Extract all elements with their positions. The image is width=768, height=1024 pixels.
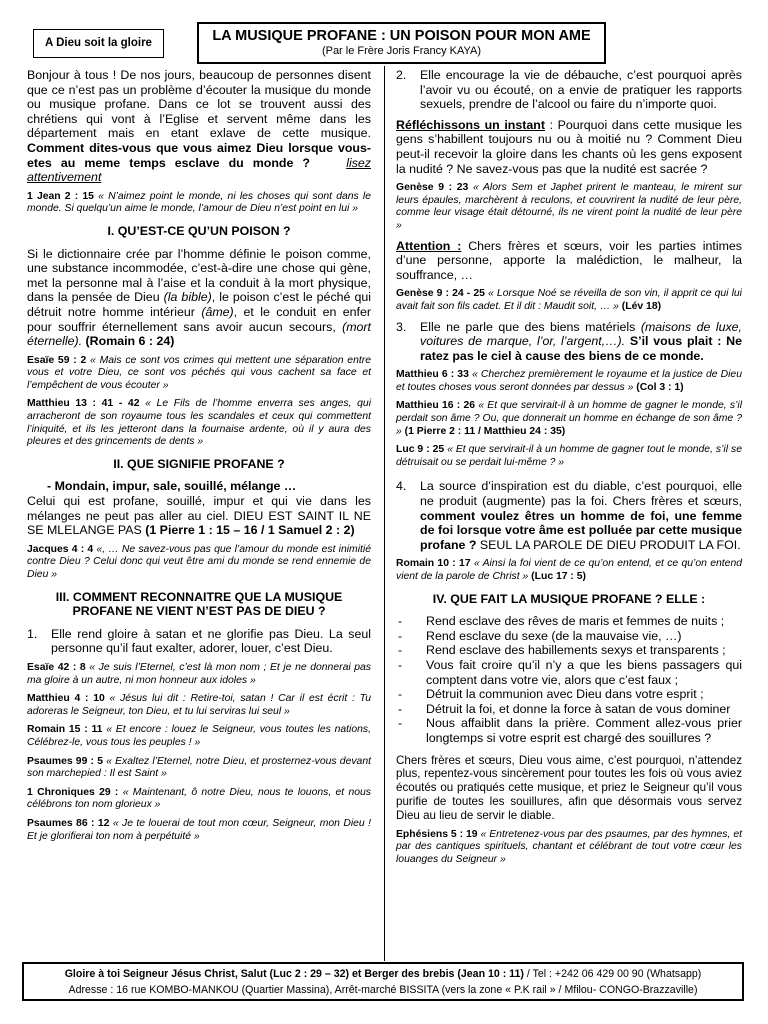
column-divider [384, 66, 385, 961]
verse-ref: 1 Chroniques 29 : [27, 786, 119, 798]
verse-text: « Le Fils de l’homme enverra ses anges, qui arracheront de son royaume tous les scandales et ceux qui commettent l’iniquité, et ils les jetteront dans la fournaise ardente, où il y aura des pleures et des grincements de dents » [27, 398, 372, 448]
verse-ref: 1 Jean 2 : 15 [27, 190, 94, 202]
point-text-end: SEUL LA PAROLE DE DIEU PRODUIT LA FOI. [476, 537, 741, 552]
point-text-bold: comment voulez êtres un homme de foi, une femme de foi lorsque votre âme est polluée par cette musique profane ? [420, 508, 742, 552]
attention-text: Chers frères et sœurs, voir les parties intimes d’une personne, apporte la malédiction, le malheur, la souffrance, … [396, 238, 742, 282]
reflection-label: Réfléchissons un instant [396, 117, 545, 132]
s1-text-5: , et le conduit en enfer pour souffrir éternellement sans avoir aucun secours, [27, 304, 371, 334]
verse-matthieu4 [27, 693, 371, 718]
section-2-paragraph [27, 494, 371, 538]
verse-ref: Psaumes 86 : 12 [27, 817, 110, 829]
point-text-bold: S’il vous plait : Ne ratez pas le ciel à cause des biens de ce monde. [420, 334, 742, 363]
verse-text: « Je te louerai de tout mon cœur, Seigneur, mon Dieu ! Et je glorifierai ton nom à perpétuité » [27, 817, 371, 842]
verse-romain10 [396, 558, 742, 583]
attention-paragraph [396, 239, 742, 283]
verse-matthieu16 [396, 400, 742, 438]
verse-ref: Genèse 9 : 24 - 25 [396, 288, 485, 300]
footer-blessing: Gloire à toi Seigneur Jésus Christ, Salut (Luc 2 : 29 – 32) et Berger des brebis (Jean 10 : 11) [64, 968, 524, 980]
point-text: Elle rend gloire à satan et ne glorifie pas Dieu. La seul personne qu’il faut exalter, adorer, louer, c’est Dieu. [51, 626, 371, 656]
point-2 [396, 68, 742, 112]
verse-extra-ref: (Luc 17 : 5) [528, 571, 587, 582]
verse-extra-ref: (Col 3 : 1) [633, 381, 684, 393]
verse-text: « Ainsi la foi vient de ce qu’on entend, et ce qu’on entend vient de la parole de Christ » [396, 558, 743, 582]
page-title: LA MUSIQUE PROFANE : UN POISON POUR MON AME [212, 28, 591, 44]
s1-text-2: (la bible) [163, 290, 212, 305]
verse-ref: Matthieu 4 : 10 [27, 693, 105, 705]
list-item-text: Détruit la foi, et donne la force à satan de vous dominer [426, 701, 731, 716]
verse-text: « Et que servirait-il à un homme de gagner tout le monde, s’il se détruisait ou se perdait lui-même ? » [396, 444, 742, 468]
verse-extra-ref: (1 Pierre 2 : 11 / Matthieu 24 : 35) [401, 425, 566, 437]
verse-psaumes86 [27, 818, 371, 843]
list-item: - Rend esclave des habillements sexys et transparents ; [396, 643, 742, 658]
footer-box [22, 962, 744, 1001]
section-2-title: II. QUE SIGNIFIE PROFANE ? [113, 456, 285, 471]
verse-ref: Matthieu 6 : 33 [396, 369, 469, 381]
verse-ref: Jacques 4 : 4 [27, 543, 94, 555]
verse-text: « Cherchez premièrement le royaume et la justice de Dieu et toutes choses vous seront données par dessus » [396, 369, 742, 393]
verse-matthieu6 [396, 369, 742, 394]
intro-text: Bonjour à tous ! De nos jours, beaucoup de personnes disent que ce n’est pas un problème d’écouter la musique du monde ou musique profane. Dans ce lot se trouvent aussi des chrétiens qui vont à l’Eglise et servent même dans les département mais en etant exlave de cette musique. [27, 68, 371, 141]
s1-text-7: (Romain 6 : 24) [82, 334, 175, 349]
header-tag: A Dieu soit la gloire [33, 29, 164, 58]
verse-ref: Romain 15 : 11 [27, 724, 103, 736]
s1-text-6: (mort éternelle). [27, 319, 371, 349]
point-text: La source d’inspiration est du diable, c’est pourquoi, elle ne produit (augmente) pas la foi. Chers frères et sœurs, [420, 479, 742, 509]
verse-text: « Et encore : louez le Seigneur, vous toutes les nations, Célébrez-le, vous tous les peuples ! » [27, 724, 371, 748]
point-number: 3. [396, 319, 407, 334]
s1-text-3: , le poison c’est le péché qui détruit notre homme intérieur [27, 290, 371, 319]
verse-esaie42 [27, 662, 371, 687]
verse-ref: Esaïe 59 : 2 [27, 354, 87, 366]
list-item: - Vous fait croire qu’il n’y a que les biens passagers qui comptent dans votre vie, alors que c’est faux ; [398, 657, 742, 687]
section-1-paragraph [27, 247, 371, 349]
verse-1chroniques29 [27, 787, 371, 812]
verse-genese924 [396, 288, 742, 313]
intro-read-note: lisez attentivement [27, 155, 371, 185]
verse-text: « Lorsque Noé se réveilla de son vin, il apprit ce qui lui avait fait son fils cadet. Et il dit : Maudit soit, … » [396, 288, 742, 312]
right-column [396, 68, 742, 872]
s2-refs: (1 Pierre 1 : 15 – 16 / 1 Samuel 2 : 2) [145, 523, 355, 538]
reflection-text: : Pourquoi dans cette musique les gens s’habillent toujours nu ou à moitié nu ? Comment Dieu peut-il recevoir la gloire dans les chants où les gens exposent la nudité ? Ne savez-vous pas que la nudité est sacrée ? [396, 117, 742, 176]
effects-list [396, 614, 742, 745]
verse-text: «, … Ne savez-vous pas que l’amour du monde est inimitié contre Dieu ? Celui donc qui veut être ami du monde se rend ennemie de Dieu » [27, 543, 371, 580]
list-item: - Nous affaiblit dans la prière. Comment allez-vous prier longtemps si votre esprit est chargé des souillures ? [398, 716, 742, 745]
page-subtitle: (Par le Frère Joris Francy KAYA) [321, 45, 482, 57]
verse-text: « Maintenant, ô notre Dieu, nous te louons, et nous célébrons ton nom glorieux » [27, 786, 371, 811]
list-item-text: Rend esclave des rêves de maris et femmes de nuits ; [426, 614, 725, 629]
verse-text: « Alors Sem et Japhet prirent le manteau, le mirent sur leurs épaules, marchèrent à reculons, et couvrirent la nudité de leur père, comme leur visage était détourné, ils ne virent point la nudité de leur père » [396, 182, 742, 231]
verse-genese923 [396, 182, 742, 232]
verse-extra-ref: (Lév 18) [618, 300, 662, 312]
verse-ephesiens5 [396, 829, 742, 867]
verse-ref: Esaïe 42 : 8 [27, 661, 86, 673]
s1-text-1: Si le dictionnaire crée par l’homme définie le poison comme, une substance incommodée, c’est-à-dire une chose qui gène, met la personne mal à l’aise et la conduit à la mort physique, dans la pensée de Dieu [27, 246, 371, 305]
verse-romain15 [27, 724, 371, 749]
footer-line-1 [24, 966, 742, 982]
intro-question: Comment dites-vous que vous aimez Dieu lorsque vous-etes au meme temps esclave du monde ? [27, 140, 371, 170]
point-number: 4. [396, 479, 407, 494]
verse-luc9 [396, 444, 742, 469]
verse-esaie59 [27, 355, 371, 393]
verse-text: « Exaltez l’Eternel, notre Dieu, et prosternez-vous devant son marchepied : Il est Saint » [27, 755, 371, 780]
point-number: 2. [396, 68, 407, 82]
list-item-text: Rend esclave du sexe (de la mauvaise vie, …) [426, 628, 682, 643]
s2-text: Celui qui est profane, souillé, impur et qui vie dans les mélanges ne peut pas aller au ciel. DIEU EST SAINT IL NE SE MLELANGE PAS [27, 494, 371, 538]
point-text-italic: (maisons de luxe, voitures de marque, l’or, l’argent,…). [420, 319, 742, 349]
footer-phone: / Tel : +242 06 429 00 90 (Whatsapp) [523, 968, 702, 980]
list-item: - Détruit la communion avec Dieu dans votre esprit ; [396, 687, 742, 702]
verse-text: « Et que servirait-il à un homme de gagner le monde, s’il perdait son âme ? Ou, que donnerait un homme en échange de son âme ? » [396, 400, 743, 437]
reflection-paragraph [396, 118, 742, 176]
point-1 [27, 627, 371, 656]
verse-text: « N’aimez point le monde, ni les choses qui sont dans le monde. Si quelqu’un aime le monde, l’amour de Dieu n’est point en lui » [27, 190, 371, 215]
list-item-text: Nous affaiblit dans la prière. Comment allez-vous prier longtemps si votre esprit est chargé des souillures ? [426, 716, 742, 745]
s1-text-4: (âme) [201, 304, 234, 319]
verse-ref: Psaumes 99 : 5 [27, 755, 103, 767]
verse-jacques4 [27, 544, 371, 582]
section-1-title: I. QU’EST-CE QU’UN POISON ? [107, 223, 291, 238]
point-text: Elle encourage la vie de débauche, c’est pourquoi après l’avoir vu ou écouté, on a envie de pratiquer les rapports sexuels, prendre de l’alcool ou faire du n’importe quoi. [420, 68, 742, 112]
intro-paragraph [27, 68, 371, 185]
point-4 [396, 479, 742, 552]
verse-text: « Jésus lui dit : Retire-toi, satan ! Car il est écrit : Tu adoreras le Seigneur, ton Dieu, et tu lui serviras lui seul » [27, 693, 372, 717]
list-item: - Rend esclave des rêves de maris et femmes de nuits ; [396, 614, 742, 629]
list-item-text: Vous fait croire qu’il n’y a que les biens passagers qui comptent dans votre vie, alors que c’est faux ; [426, 657, 742, 687]
list-item-text: Rend esclave des habillements sexys et transparents ; [426, 643, 726, 658]
verse-text: « Je suis l’Eternel, c’est là mon nom ; Et je ne donnerai pas ma gloire à un autre, ni mon honneur aux idoles » [27, 661, 371, 686]
left-column [27, 68, 371, 849]
list-item: - Détruit la foi, et donne la force à satan de vous dominer [396, 702, 742, 717]
attention-label: Attention : [396, 238, 462, 253]
footer-address: Adresse : 16 rue KOMBO-MANKOU (Quartier Massina), Arrêt-marché BISSITA (vers la zone « P.K rail » / Mfilou- CONGO-Brazzaville) [68, 984, 698, 996]
point-number: 1. [27, 626, 38, 641]
section-2-subtitle: - Mondain, impur, sale, souillé, mélange … [47, 479, 297, 494]
point-text: Elle ne parle que des biens matériels [420, 319, 641, 334]
title-box [197, 22, 606, 64]
verse-ref: Ephésiens 5 : 19 [396, 828, 478, 840]
verse-text: « Mais ce sont vos crimes qui mettent une séparation entre vous et votre Dieu, ce sont vos péchés qui vous cachent sa face et l’empêchent de vous écouter » [27, 354, 371, 391]
verse-psaumes99 [27, 756, 371, 781]
verse-ref: Matthieu 13 : 41 - 42 [27, 398, 140, 410]
verse-matthieu13 [27, 398, 371, 448]
point-3 [396, 320, 742, 364]
verse-text: « Entretenez-vous par des psaumes, par des hymnes, et par des cantiques spirituels, chantant et célébrant de tout votre cœur les louanges du Seigneur » [396, 828, 742, 865]
verse-ref: Luc 9 : 25 [396, 444, 445, 456]
section-3-title: III. COMMENT RECONNAITRE QUE LA MUSIQUE PROFANE NE VIENT N’EST PAS DE DIEU ? [55, 589, 343, 619]
verse-ref: Genèse 9 : 23 [396, 182, 469, 194]
section-4-title: IV. QUE FAIT LA MUSIQUE PROFANE ? ELLE : [432, 591, 706, 606]
verse-1jean [27, 191, 371, 216]
list-item: - Rend esclave du sexe (de la mauvaise vie, …) [396, 629, 742, 644]
verse-ref: Matthieu 16 : 26 [396, 400, 476, 412]
verse-ref: Romain 10 : 17 [396, 558, 471, 570]
conclusion-paragraph: Chers frères et sœurs, Dieu vous aime, c’est pourquoi, n’attendez plus, repentez-vous sincèrement pour toutes les fois où vous aviez écoutés ou pratiqués cette musique, et priez le Seigneur qu’il vous purifie de toutes les souillures, afin que désormais vous servez Dieu au lieu de servir le diable. [396, 753, 742, 822]
list-item-text: Détruit la communion avec Dieu dans votre esprit ; [426, 687, 704, 702]
